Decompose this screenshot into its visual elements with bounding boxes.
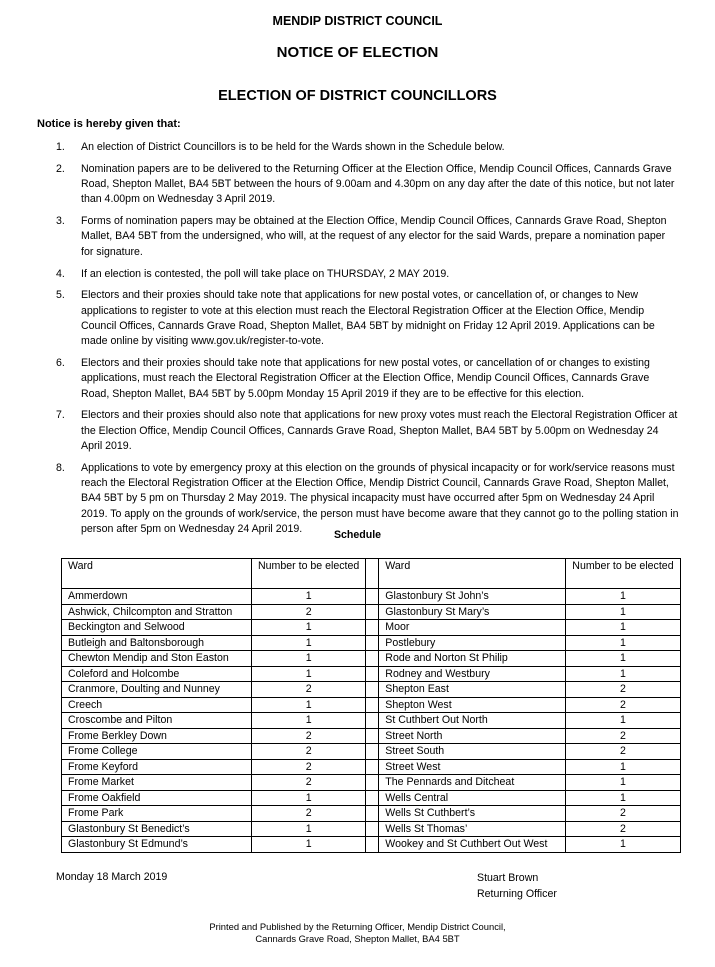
schedule-row [62, 666, 681, 682]
seats-count: 1 [566, 713, 680, 729]
ward-name: Frome Oakfield [62, 790, 252, 806]
seats-count: 1 [252, 651, 366, 667]
seats-count: 1 [566, 759, 680, 775]
ward-name: Street South [379, 744, 566, 760]
seats-count: 1 [252, 837, 366, 853]
election-title: ELECTION OF DISTRICT COUNCILLORS [218, 88, 497, 104]
ward-name: Butleigh and Baltonsborough [62, 635, 252, 651]
item-text: If an election is contested, the poll will take place on THURSDAY, 2 MAY 2019. [81, 267, 450, 280]
seats-count: 2 [566, 682, 680, 698]
seats-count: 1 [566, 775, 680, 791]
column-gap [366, 697, 379, 713]
seats-count: 2 [252, 728, 366, 744]
column-gap [366, 790, 379, 806]
ward-name: Frome Park [62, 806, 252, 822]
number-column-header-2: Number to be elected [566, 559, 680, 589]
council-name: MENDIP DISTRICT COUNCIL [272, 14, 443, 28]
column-gap [366, 713, 379, 729]
ward-name: Street North [379, 728, 566, 744]
notice-item [56, 356, 680, 402]
item-text: Forms of nomination papers may be obtained at the Election Office, Mendip Council Offices, Cannards Grave Road, Shepton Mallet, BA4 5BT from the undersigned, who will, at the request of any elector for the said Wards, prepare a nomination paper for signature. [81, 215, 667, 258]
ward-name: Postlebury [379, 635, 566, 651]
seats-count: 2 [252, 604, 366, 620]
seats-count: 1 [252, 821, 366, 837]
schedule-heading: Schedule [333, 529, 382, 541]
ward-name: Moor [379, 620, 566, 636]
intro-text: Notice is hereby given that: [37, 118, 181, 130]
ward-column-header: Ward [62, 559, 252, 589]
ward-name: St Cuthbert Out North [379, 713, 566, 729]
column-gap [366, 589, 379, 605]
ward-name: Wells Central [379, 790, 566, 806]
column-gap [366, 604, 379, 620]
imprint-line-2: Cannards Grave Road, Shepton Mallet, BA4 5BT [255, 932, 460, 944]
ward-name: Frome Keyford [62, 759, 252, 775]
ward-name: Frome Market [62, 775, 252, 791]
schedule-row [62, 713, 681, 729]
seats-count: 1 [252, 666, 366, 682]
schedule-row [62, 620, 681, 636]
item-number: 3. [56, 215, 65, 228]
schedule-row [62, 651, 681, 667]
column-gap [366, 635, 379, 651]
ward-name: Glastonbury St Benedict’s [62, 821, 252, 837]
ward-name: Rode and Norton St Philip [379, 651, 566, 667]
schedule-row [62, 635, 681, 651]
column-gap [366, 651, 379, 667]
seats-count: 1 [566, 635, 680, 651]
ward-name: Glastonbury St Edmund’s [62, 837, 252, 853]
item-text: Electors and their proxies should also note that applications for new proxy votes must reach the Electoral Registration Officer at the Election Office, Mendip Council Offices, Cannards Grave Road, Shepton Mallet, BA4 5BT by 5.00pm on Wednesday 24 April 2019. [81, 409, 678, 453]
seats-count: 1 [566, 666, 680, 682]
ward-name: Coleford and Holcombe [62, 666, 252, 682]
notice-item [56, 288, 680, 349]
seats-count: 1 [566, 589, 680, 605]
column-gap [366, 759, 379, 775]
notice-item [56, 214, 680, 260]
column-gap [366, 837, 379, 853]
seats-count: 1 [252, 697, 366, 713]
schedule-row [62, 821, 681, 837]
schedule-row [62, 790, 681, 806]
seats-count: 1 [252, 713, 366, 729]
ward-name: Cranmore, Doulting and Nunney [62, 682, 252, 698]
item-text: Applications to vote by emergency proxy at this election on the grounds of physical incapacity or for work/service reasons must reach the Electoral Registration Officer at the Election Office, Mendip District Council, Cannards Grave Road, Shepton Mallet, BA4 5BT by 5 pm on Thursday 2 May 2019. The physical incapacity must have occurred after 5pm on Wednesday 24 April 2019. To apply on the grounds of work/service, the person must have become aware that they cannot go to the polling station in person after 5pm on Wednesday 24 April 2019. [81, 461, 679, 536]
item-number: 8. [56, 461, 65, 474]
item-text: An election of District Councillors is to be held for the Wards shown in the Schedule below. [81, 141, 505, 153]
seats-count: 1 [252, 620, 366, 636]
signer-role: Returning Officer [477, 887, 557, 900]
seats-count: 2 [566, 728, 680, 744]
column-gap [366, 620, 379, 636]
ward-name: The Pennards and Ditcheat [379, 775, 566, 791]
seats-count: 2 [566, 806, 680, 822]
schedule-header-row [62, 559, 681, 589]
seats-count: 1 [566, 651, 680, 667]
seats-count: 2 [252, 759, 366, 775]
item-number: 4. [56, 267, 65, 280]
schedule-row [62, 728, 681, 744]
column-gap [366, 744, 379, 760]
ward-column-header-2: Ward [379, 559, 566, 589]
seats-count: 2 [566, 821, 680, 837]
notice-item [56, 162, 680, 208]
ward-name: Beckington and Selwood [62, 620, 252, 636]
signer-name: Stuart Brown [477, 872, 539, 884]
schedule-table [61, 558, 681, 853]
column-gap [366, 821, 379, 837]
imprint-line-1: Printed and Published by the Returning Officer, Mendip District Council, [209, 921, 506, 932]
schedule-row [62, 837, 681, 853]
signature-block [477, 871, 557, 902]
ward-name: Shepton East [379, 682, 566, 698]
notice-date: Monday 18 March 2019 [56, 871, 168, 883]
item-number: 7. [56, 409, 65, 422]
item-text: Electors and their proxies should take note that applications for new postal votes, or cancellation of, or changes to New applications to register to vote at this election must reach the Electoral Registration Officer at the Election Office, Mendip Council Offices, Cannards Grave Road, Shepton Mallet, BA4 5BT by midnight on Friday 12 April 2019. Applications can be made online by visiting www.gov.uk/register-to-vote. [81, 289, 655, 348]
schedule-row [62, 759, 681, 775]
ward-name: Ashwick, Chilcompton and Stratton [62, 604, 252, 620]
column-gap [366, 666, 379, 682]
notice-title: NOTICE OF ELECTION [276, 44, 439, 61]
seats-count: 1 [252, 635, 366, 651]
ward-name: Creech [62, 697, 252, 713]
seats-count: 2 [252, 682, 366, 698]
seats-count: 1 [252, 790, 366, 806]
item-number: 5. [56, 289, 65, 302]
imprint-footer [0, 921, 715, 944]
ward-name: Wells St Cuthbert’s [379, 806, 566, 822]
ward-name: Ammerdown [62, 589, 252, 605]
seats-count: 2 [252, 744, 366, 760]
notice-item [56, 267, 680, 282]
seats-count: 1 [566, 790, 680, 806]
notice-item [56, 140, 680, 155]
seats-count: 2 [566, 744, 680, 760]
number-column-header: Number to be elected [252, 559, 366, 589]
notice-item [56, 408, 680, 454]
ward-name: Croscombe and Pilton [62, 713, 252, 729]
item-number: 2. [56, 162, 65, 175]
schedule-row [62, 775, 681, 791]
notice-item [56, 461, 680, 537]
column-gap [366, 559, 379, 589]
ward-name: Wookey and St Cuthbert Out West [379, 837, 566, 853]
item-number: 6. [56, 357, 65, 370]
seats-count: 2 [252, 806, 366, 822]
ward-name: Rodney and Westbury [379, 666, 566, 682]
item-text: Electors and their proxies should take note that applications for new postal votes, or cancellation of or changes to existing applications, must reach the Electoral Registration Officer at the Election Office, Mendip Council Offices, Cannards Grave Road, Shepton Mallet, BA4 5BT by 5.00pm Monday 15 April 2019 if they are to be effective for this election. [81, 357, 650, 400]
seats-count: 1 [566, 837, 680, 853]
schedule-row [62, 589, 681, 605]
ward-name: Shepton West [379, 697, 566, 713]
schedule-row [62, 806, 681, 822]
seats-count: 1 [566, 604, 680, 620]
column-gap [366, 806, 379, 822]
notice-items-list [56, 140, 680, 544]
item-number: 1. [56, 141, 65, 153]
seats-count: 1 [566, 620, 680, 636]
ward-name: Wells St Thomas’ [379, 821, 566, 837]
column-gap [366, 728, 379, 744]
schedule-row [62, 697, 681, 713]
ward-name: Glastonbury St John’s [379, 589, 566, 605]
ward-name: Frome Berkley Down [62, 728, 252, 744]
ward-name: Frome College [62, 744, 252, 760]
schedule-row [62, 682, 681, 698]
seats-count: 2 [252, 775, 366, 791]
seats-count: 2 [566, 697, 680, 713]
schedule-row [62, 744, 681, 760]
seats-count: 1 [252, 589, 366, 605]
column-gap [366, 682, 379, 698]
column-gap [366, 775, 379, 791]
schedule-row [62, 604, 681, 620]
ward-name: Street West [379, 759, 566, 775]
ward-name: Chewton Mendip and Ston Easton [62, 651, 252, 667]
item-text: Nomination papers are to be delivered to the Returning Officer at the Election Office, Mendip Council Offices, Cannards Grave Road, Shepton Mallet, BA4 5BT between the hours of 9.00am and 4.30pm on any day after the date of this notice, but not later than 4.00pm on Wednesday 3 April 2019. [81, 162, 675, 206]
ward-name: Glastonbury St Mary’s [379, 604, 566, 620]
